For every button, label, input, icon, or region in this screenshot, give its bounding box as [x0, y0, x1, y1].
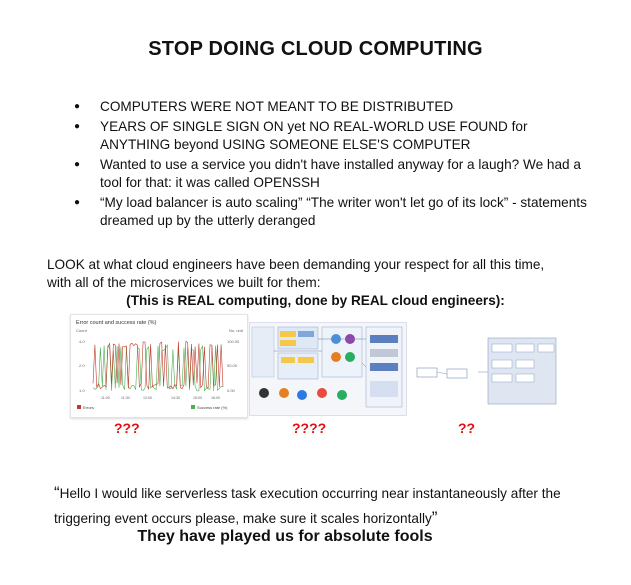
- right-tick: 50.00: [227, 363, 238, 368]
- right-axis-label: No. unit: [229, 328, 243, 333]
- bullet-dot-icon: ●: [74, 197, 81, 208]
- success-legend-swatch: [191, 405, 195, 409]
- bullet-text: COMPUTERS WERE NOT MEANT TO BE DISTRIBUTED: [100, 99, 454, 114]
- bullet-dot-icon: ●: [74, 121, 81, 132]
- quote-text: Hello I would like serverless task execution occurring near instantaneously after the triggering event occurs please, make sure it scales horizontally: [54, 486, 561, 526]
- x-tick: 11:00: [101, 396, 110, 400]
- right-tick: 0.00: [227, 388, 235, 393]
- bullet-text: “My load balancer is auto scaling” “The writer won't let go of its lock” - statements dreamed up by the utterly deranged: [100, 195, 587, 228]
- open-quote-glyph: “: [54, 483, 60, 502]
- bullet-dot-icon: ●: [74, 101, 81, 112]
- error-rate-chart-image: [70, 314, 248, 418]
- x-tick: 11:30: [121, 396, 130, 400]
- bullet-item: [74, 118, 594, 154]
- left-tick: 1.0: [79, 388, 85, 393]
- closing-line: They have played us for absolute fools: [137, 528, 433, 545]
- right-tick: 100.00: [227, 339, 240, 344]
- legend-errors: Errors: [83, 405, 94, 410]
- bullet-dot-icon: ●: [74, 159, 81, 170]
- bullet-text: YEARS OF SINGLE SIGN ON yet NO REAL-WORLD USE FOUND for ANYTHING beyond USING SOMEONE ELSE'S COMPUTER: [100, 119, 528, 152]
- question-marks-1: ???: [114, 420, 140, 436]
- table-diagram-image: [478, 336, 558, 406]
- close-quote-glyph: ”: [431, 508, 438, 527]
- architecture-diagram: [250, 323, 406, 415]
- table-diagram: [478, 336, 558, 406]
- x-tick: 15:00: [193, 396, 202, 400]
- question-marks-2: ????: [292, 420, 327, 436]
- page-title: STOP DOING CLOUD COMPUTING: [148, 38, 483, 60]
- chart-title: Error count and success rate (%): [76, 320, 157, 326]
- left-tick: 2.0: [79, 363, 85, 368]
- quote-paragraph: [54, 481, 574, 531]
- left-tick: 4.0: [79, 339, 85, 344]
- bullet-list: [74, 98, 594, 232]
- small-flow-diagram-image: [416, 360, 470, 386]
- x-tick: 16:00: [211, 396, 220, 400]
- errors-legend-swatch: [77, 405, 81, 409]
- left-axis-label: Count: [76, 328, 87, 333]
- subheading: (This is REAL computing, done by REAL cloud engineers):: [126, 293, 505, 308]
- bullet-item: [74, 194, 594, 230]
- x-tick: 14:30: [171, 396, 180, 400]
- bullet-item: [74, 156, 594, 192]
- question-marks-3: ??: [458, 420, 476, 436]
- error-rate-chart: [71, 315, 247, 417]
- look-paragraph: LOOK at what cloud engineers have been demanding your respect for all this time, with all of the microservices we built for them:: [47, 257, 545, 290]
- x-tick: 12:00: [143, 396, 152, 400]
- legend-success: Success rate (%): [197, 405, 228, 410]
- architecture-diagram-image: [249, 322, 407, 416]
- bullet-item: [74, 98, 594, 116]
- small-flow-diagram: [416, 360, 470, 386]
- bullet-text: Wanted to use a service you didn't have installed anyway for a laugh? We had a tool for that: it was called OPENSSH: [100, 157, 581, 190]
- chart-lines: [93, 341, 223, 391]
